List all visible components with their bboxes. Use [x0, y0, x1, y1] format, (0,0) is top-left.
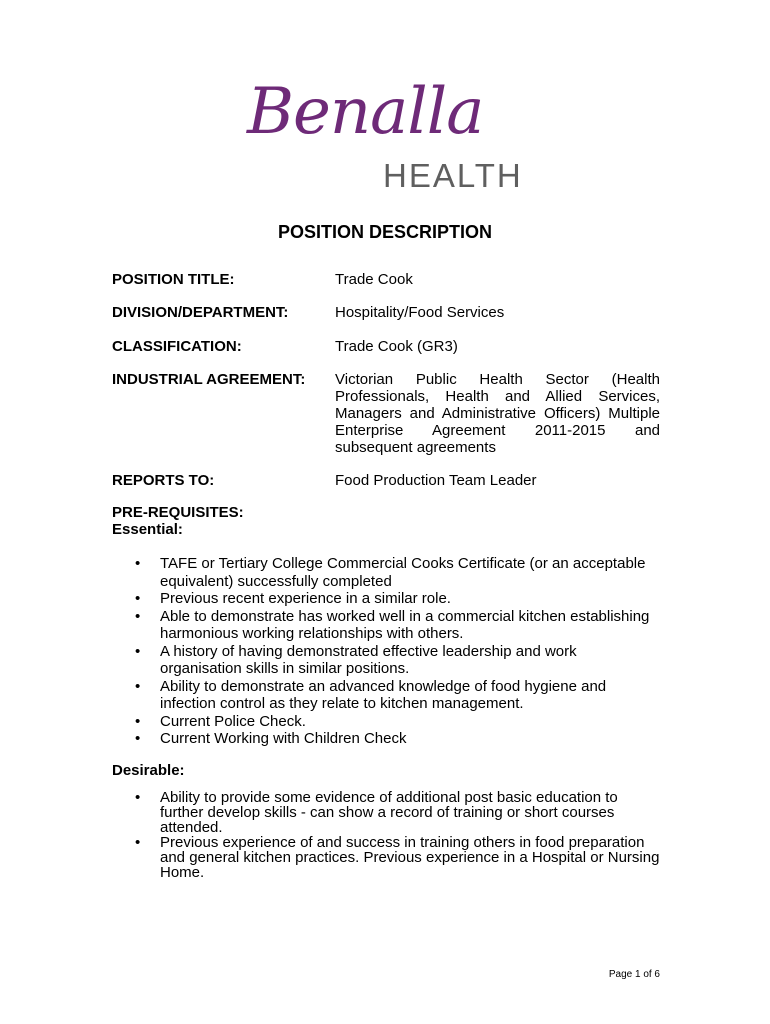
- logo-health-text: HEALTH: [383, 157, 523, 194]
- field-label: REPORTS TO:: [112, 472, 215, 489]
- list-item: • Current Working with Children Check: [112, 730, 660, 748]
- field-value: Food Production Team Leader: [335, 472, 537, 489]
- list-item: • Current Police Check.: [112, 713, 660, 731]
- essential-heading: Essential:: [112, 521, 183, 538]
- page-number: Page 1 of 6: [608, 969, 660, 980]
- list-item: • TAFE or Tertiary College Commercial Cooks Certificate (or an acceptable equivalent) successfully completed: [112, 555, 660, 590]
- field-label: CLASSIFICATION:: [112, 338, 242, 355]
- list-item: • Previous experience of and success in training others in food preparation and general kitchen practices. Previous experience in a Hospital or Nursing Home.: [112, 835, 660, 880]
- field-value: Trade Cook: [335, 271, 413, 288]
- list-item: • Ability to provide some evidence of additional post basic education to further develop skills - can show a record of training or short courses attended.: [112, 790, 660, 835]
- logo-script-text: Benalla: [247, 75, 484, 149]
- document-title: POSITION DESCRIPTION: [277, 222, 493, 242]
- list-item: • Able to demonstrate has worked well in a commercial kitchen establishing harmonious working relationships with others.: [112, 608, 660, 643]
- list-item: • Ability to demonstrate an advanced knowledge of food hygiene and infection control as they relate to kitchen management.: [112, 678, 660, 713]
- list-item: • A history of having demonstrated effective leadership and work organisation skills in similar positions.: [112, 643, 660, 678]
- essential-list: [112, 555, 660, 748]
- benalla-health-logo: [247, 75, 532, 195]
- field-value: Hospitality/Food Services: [335, 304, 505, 321]
- field-label: INDUSTRIAL AGREEMENT:: [112, 371, 306, 388]
- field-value: Trade Cook (GR3): [335, 338, 458, 355]
- list-item: • Previous recent experience in a similar role.: [112, 590, 660, 608]
- field-value: Victorian Public Health Sector (Health Professionals, Health and Allied Services, Managers and Administrative Officers) Multiple Enterprise Agreement 2011-2015 and subsequent agreements: [335, 371, 660, 456]
- prerequisites-heading: PRE-REQUISITES:: [112, 504, 244, 521]
- desirable-heading: Desirable:: [112, 762, 185, 779]
- field-label: POSITION TITLE:: [112, 271, 235, 288]
- desirable-list: [112, 790, 660, 880]
- field-label: DIVISION/DEPARTMENT:: [112, 304, 289, 321]
